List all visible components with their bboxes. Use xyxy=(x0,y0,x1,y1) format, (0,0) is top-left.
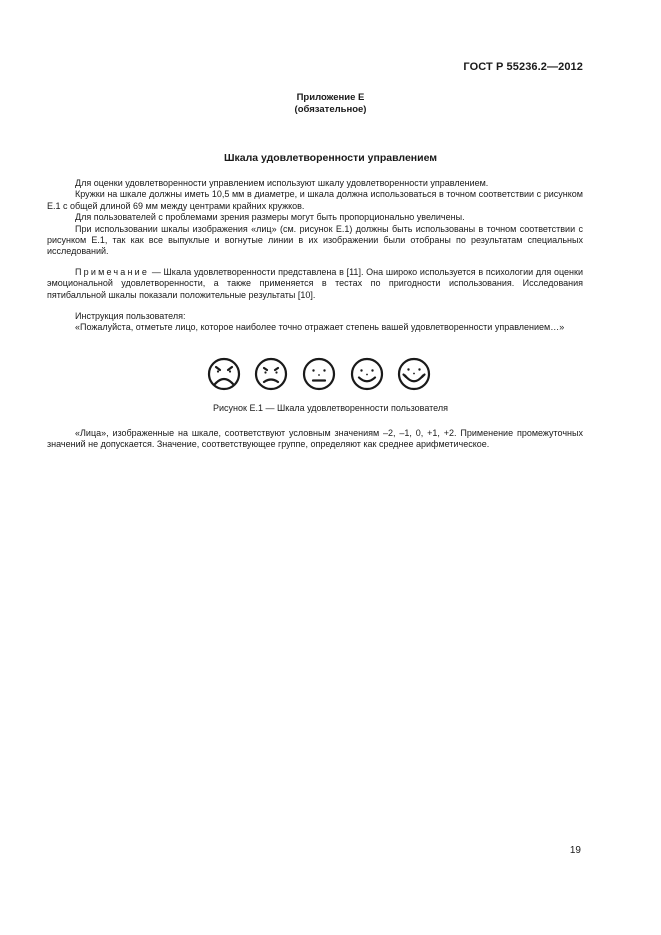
body-paragraphs xyxy=(47,178,583,258)
satisfaction-scale-figure xyxy=(206,355,432,393)
note-label: Примечание xyxy=(75,267,150,277)
closing-paragraph: «Лица», изображенные на шкале, соответствуют условным значениям –2, –1, 0, +1, +2. Применение промежуточных значений не допускается. Значение, соответствующее группе, определяют как среднее арифметическое. xyxy=(47,428,583,450)
note-paragraph xyxy=(47,267,583,301)
paragraph: Кружки на шкале должны иметь 10,5 мм в диаметре, и шкала должна использоваться в точном соответствии с рисунком Е.1 с общей длиной 69 мм между центрами крайних кружков. xyxy=(47,189,583,211)
sad-face-icon xyxy=(256,359,286,389)
happy-face-icon xyxy=(352,359,382,389)
instruction-block xyxy=(47,311,583,334)
paragraph: Для оценки удовлетворенности управлением используют шкалу удовлетворенности управлением. xyxy=(75,178,489,188)
page-number: 19 xyxy=(569,845,581,856)
note-block xyxy=(47,267,583,301)
standard-code: ГОСТ Р 55236.2—2012 xyxy=(463,61,583,73)
closing-block xyxy=(47,428,583,451)
note-text: — Шкала удовлетворенности представлена в [11]. Она широко используется в психологии для оценки эмоциональной удовлетворенности, а также применяется в тестах по пригодности использования. Исследования пятибалльной шкалы показали положительные результаты [10]. xyxy=(47,267,583,300)
appendix-status: (обязательное) xyxy=(294,104,367,115)
section-title: Шкала удовлетворенности управлением xyxy=(223,152,438,164)
very-sad-face-icon xyxy=(209,359,239,389)
instruction-label: Инструкция пользователя: xyxy=(75,311,186,321)
paragraph: При использовании шкалы изображения «лиц» (см. рисунок Е.1) должны быть использованы в точном соответствии с рисунком Е.1, так как все выпуклые и вогнутые линии в их изображении были отобраны по результатам специальных исследований. xyxy=(47,223,583,257)
paragraph: Для пользователей с проблемами зрения размеры могут быть пропорционально увеличены. xyxy=(75,212,465,223)
figure-caption: Рисунок Е.1 — Шкала удовлетворенности пользователя xyxy=(213,403,448,413)
very-happy-face-icon xyxy=(399,359,429,389)
neutral-face-icon xyxy=(304,359,334,389)
instruction-text: «Пожалуйста, отметьте лицо, которое наиболее точно отражает степень вашей удовлетворенности управлением…» xyxy=(75,322,565,333)
appendix-title: Приложение Е xyxy=(296,92,365,103)
